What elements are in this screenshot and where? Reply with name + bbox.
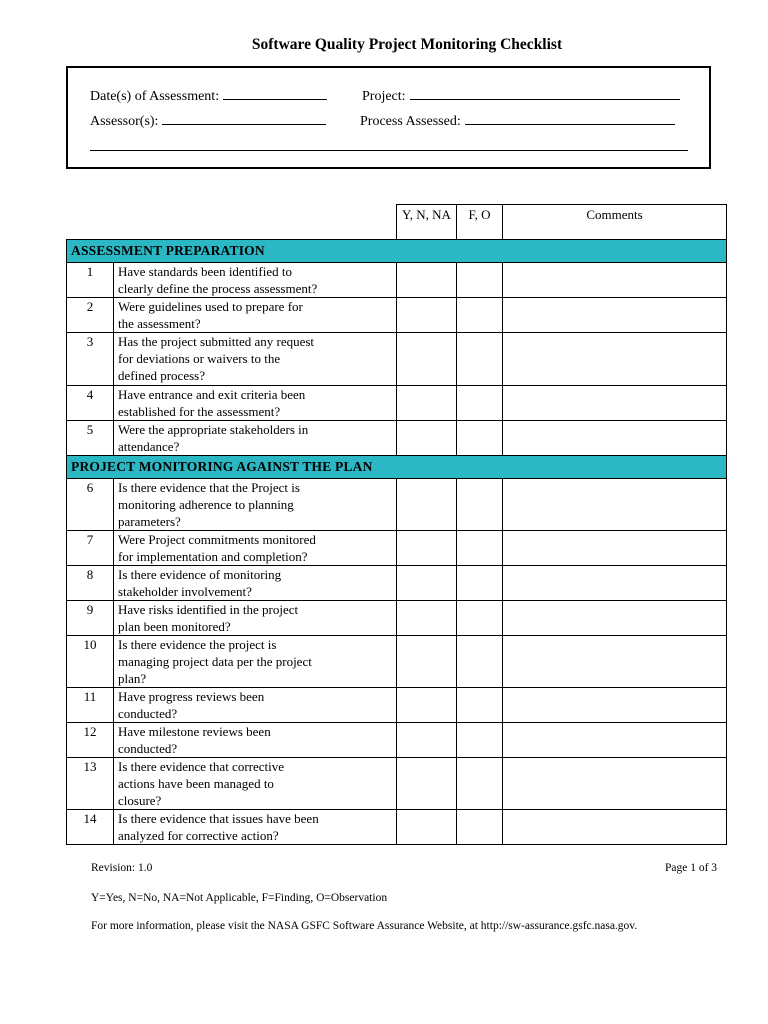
fo-cell[interactable] xyxy=(457,479,503,531)
question-text xyxy=(114,810,397,845)
question-line: plan? xyxy=(118,671,147,686)
item-number: 11 xyxy=(67,688,114,723)
comments-cell[interactable] xyxy=(503,479,727,531)
table-row xyxy=(67,810,727,845)
ynna-cell[interactable] xyxy=(397,758,457,810)
comments-cell[interactable] xyxy=(503,263,727,298)
process-field xyxy=(360,111,675,130)
fo-cell[interactable] xyxy=(457,386,503,421)
comments-cell[interactable] xyxy=(503,333,727,386)
assessors-input-line[interactable] xyxy=(162,111,326,125)
table-row xyxy=(67,601,727,636)
ynna-cell[interactable] xyxy=(397,479,457,531)
comments-cell[interactable] xyxy=(503,688,727,723)
process-input-line[interactable] xyxy=(465,111,675,125)
project-input-line[interactable] xyxy=(410,86,680,100)
dates-label: Date(s) of Assessment: xyxy=(90,89,220,104)
item-number: 6 xyxy=(67,479,114,531)
fo-cell[interactable] xyxy=(457,333,503,386)
header-comments: Comments xyxy=(503,205,727,240)
ynna-cell[interactable] xyxy=(397,636,457,688)
fo-cell[interactable] xyxy=(457,566,503,601)
notes-input-line[interactable] xyxy=(90,150,688,151)
question-line: closure? xyxy=(118,793,162,808)
question-line: monitoring adherence to planning xyxy=(118,497,294,512)
comments-cell[interactable] xyxy=(503,531,727,566)
table-row xyxy=(67,531,727,566)
item-number: 1 xyxy=(67,263,114,298)
assessors-field xyxy=(90,111,326,130)
question-line: Has the project submitted any request xyxy=(118,334,315,349)
table-row xyxy=(67,688,727,723)
question-line: Is there evidence the project is xyxy=(118,637,277,652)
question-text xyxy=(114,723,397,758)
item-number: 14 xyxy=(67,810,114,845)
table-row xyxy=(67,333,727,386)
fo-cell[interactable] xyxy=(457,263,503,298)
question-line: Have progress reviews been xyxy=(118,689,265,704)
comments-cell[interactable] xyxy=(503,758,727,810)
item-number: 13 xyxy=(67,758,114,810)
item-number: 7 xyxy=(67,531,114,566)
fo-cell[interactable] xyxy=(457,298,503,333)
table-row xyxy=(67,758,727,810)
item-number: 3 xyxy=(67,333,114,386)
section-header-row xyxy=(67,240,727,263)
question-line: attendance? xyxy=(118,439,180,454)
comments-cell[interactable] xyxy=(503,723,727,758)
question-line: established for the assessment? xyxy=(118,404,281,419)
question-line: plan been monitored? xyxy=(118,619,231,634)
item-number: 9 xyxy=(67,601,114,636)
question-line: for deviations or waivers to the xyxy=(118,351,281,366)
ynna-cell[interactable] xyxy=(397,601,457,636)
ynna-cell[interactable] xyxy=(397,688,457,723)
checklist-table xyxy=(66,204,727,845)
question-line: Have milestone reviews been xyxy=(118,724,271,739)
question-line: conducted? xyxy=(118,706,178,721)
question-line: stakeholder involvement? xyxy=(118,584,252,599)
dates-input-line[interactable] xyxy=(223,86,327,100)
question-line: parameters? xyxy=(118,514,181,529)
project-field xyxy=(362,86,680,105)
question-text xyxy=(114,601,397,636)
item-number: 12 xyxy=(67,723,114,758)
comments-cell[interactable] xyxy=(503,566,727,601)
section-title: ASSESSMENT PREPARATION xyxy=(67,240,727,263)
fo-cell[interactable] xyxy=(457,531,503,566)
section-title: PROJECT MONITORING AGAINST THE PLAN xyxy=(67,456,727,479)
ynna-cell[interactable] xyxy=(397,723,457,758)
question-text xyxy=(114,333,397,386)
question-line: Is there evidence that the Project is xyxy=(118,480,300,495)
more-info-text: For more information, please visit the NASA GSFC Software Assurance Website, at http://sw-assurance.gsfc.nasa.gov. xyxy=(91,920,638,932)
document-title: Software Quality Project Monitoring Checklist xyxy=(251,36,563,53)
item-number: 8 xyxy=(67,566,114,601)
item-number: 5 xyxy=(67,421,114,456)
question-line: Have standards been identified to xyxy=(118,264,292,279)
table-header-row xyxy=(67,205,727,240)
question-text xyxy=(114,479,397,531)
question-text xyxy=(114,421,397,456)
question-line: Have entrance and exit criteria been xyxy=(118,387,306,402)
question-line: managing project data per the project xyxy=(118,654,312,669)
dates-field xyxy=(90,86,327,105)
legend-text: Y=Yes, N=No, NA=Not Applicable, F=Finding, O=Observation xyxy=(91,892,388,904)
comments-cell[interactable] xyxy=(503,636,727,688)
page-number: Page 1 of 3 xyxy=(665,862,718,874)
question-text xyxy=(114,636,397,688)
ynna-cell[interactable] xyxy=(397,263,457,298)
item-number: 2 xyxy=(67,298,114,333)
question-text xyxy=(114,531,397,566)
table-row xyxy=(67,723,727,758)
header-fo: F, O xyxy=(457,205,503,240)
question-line: Is there evidence that corrective xyxy=(118,759,285,774)
item-number: 10 xyxy=(67,636,114,688)
section-header-row xyxy=(67,456,727,479)
header-blank-num xyxy=(67,205,114,240)
question-line: Were Project commitments monitored xyxy=(118,532,316,547)
comments-cell[interactable] xyxy=(503,386,727,421)
assessors-label: Assessor(s): xyxy=(90,114,159,129)
question-text xyxy=(114,263,397,298)
question-line: Is there evidence of monitoring xyxy=(118,567,282,582)
question-line: actions have been managed to xyxy=(118,776,274,791)
fo-cell[interactable] xyxy=(457,723,503,758)
fo-cell[interactable] xyxy=(457,601,503,636)
question-line: defined process? xyxy=(118,368,205,383)
comments-cell[interactable] xyxy=(503,421,727,456)
question-text xyxy=(114,566,397,601)
fo-cell[interactable] xyxy=(457,758,503,810)
table-row xyxy=(67,298,727,333)
fo-cell[interactable] xyxy=(457,688,503,723)
ynna-cell[interactable] xyxy=(397,566,457,601)
fo-cell[interactable] xyxy=(457,810,503,845)
question-line: Were guidelines used to prepare for xyxy=(118,299,303,314)
table-row xyxy=(67,636,727,688)
question-text xyxy=(114,758,397,810)
ynna-cell[interactable] xyxy=(397,421,457,456)
question-text xyxy=(114,298,397,333)
process-label: Process Assessed: xyxy=(360,114,461,129)
table-row xyxy=(67,386,727,421)
table-row xyxy=(67,566,727,601)
fo-cell[interactable] xyxy=(457,636,503,688)
question-line: clearly define the process assessment? xyxy=(118,281,318,296)
comments-cell[interactable] xyxy=(503,601,727,636)
ynna-cell[interactable] xyxy=(397,333,457,386)
question-line: for implementation and completion? xyxy=(118,549,308,564)
comments-cell[interactable] xyxy=(503,810,727,845)
question-line: the assessment? xyxy=(118,316,201,331)
table-row xyxy=(67,479,727,531)
question-text xyxy=(114,688,397,723)
question-line: conducted? xyxy=(118,741,178,756)
table-row xyxy=(67,421,727,456)
ynna-cell[interactable] xyxy=(397,298,457,333)
question-line: analyzed for corrective action? xyxy=(118,828,279,843)
header-blank-question xyxy=(114,205,397,240)
revision-text: Revision: 1.0 xyxy=(91,862,153,874)
question-text xyxy=(114,386,397,421)
question-line: Were the appropriate stakeholders in xyxy=(118,422,309,437)
table-row xyxy=(67,263,727,298)
question-line: Is there evidence that issues have been xyxy=(118,811,319,826)
header-ynna: Y, N, NA xyxy=(397,205,457,240)
question-line: Have risks identified in the project xyxy=(118,602,299,617)
item-number: 4 xyxy=(67,386,114,421)
comments-cell[interactable] xyxy=(503,298,727,333)
ynna-cell[interactable] xyxy=(397,531,457,566)
project-label: Project: xyxy=(362,89,406,104)
ynna-cell[interactable] xyxy=(397,386,457,421)
fo-cell[interactable] xyxy=(457,421,503,456)
ynna-cell[interactable] xyxy=(397,810,457,845)
assessment-info-box xyxy=(66,66,711,169)
